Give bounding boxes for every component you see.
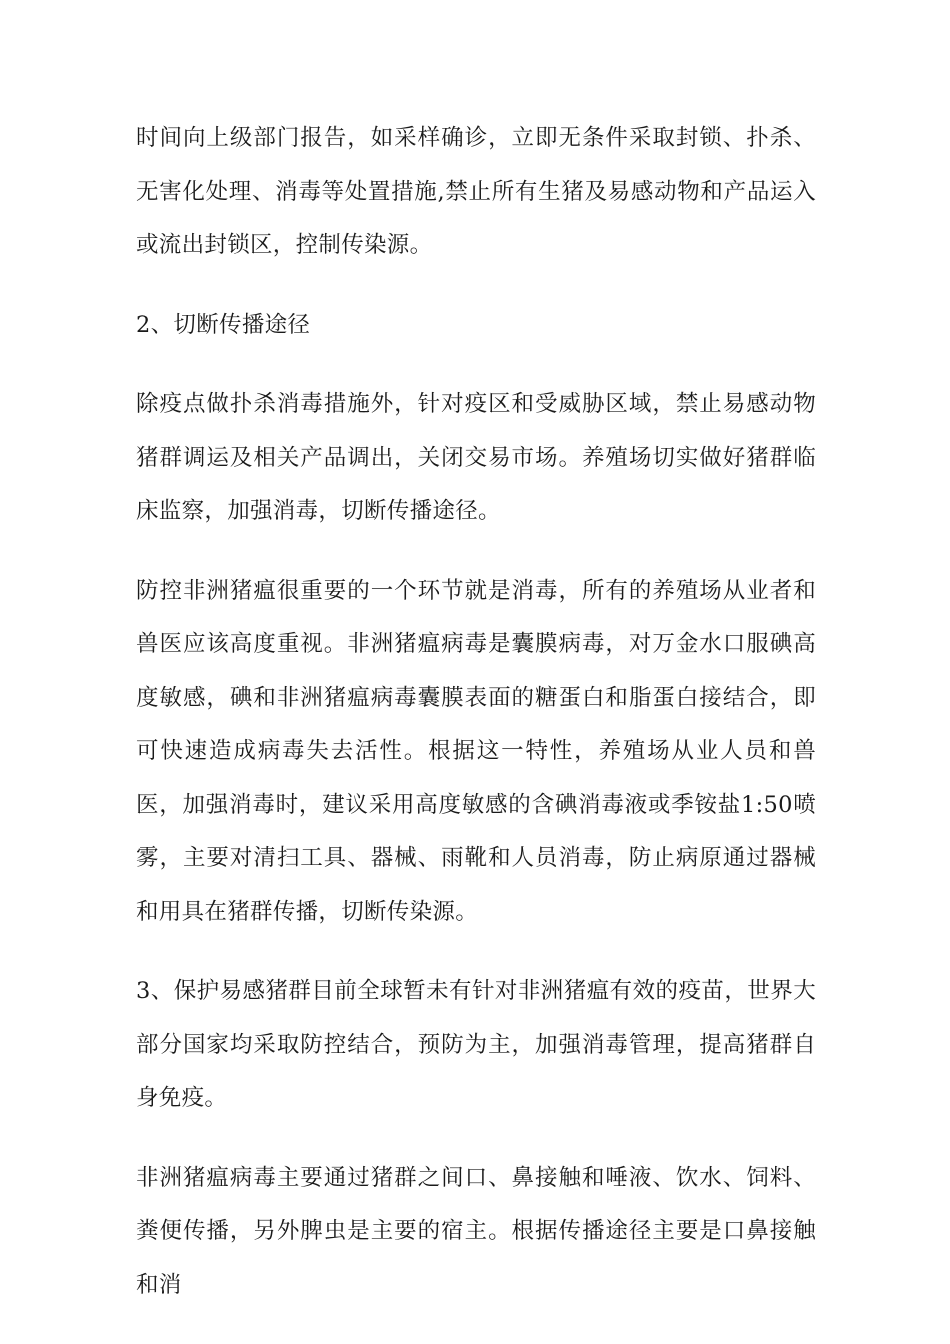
document-body [136, 112, 816, 1338]
section-heading-cut-transmission: 2、切断传播途径 [136, 311, 311, 338]
paragraph-transmission-routes: 非洲猪瘟病毒主要通过猪群之间口、鼻接触和唾液、饮水、饲料、粪便传播，另外脾虫是主要的宿主。根据传播途径主要是口鼻接触和消 [136, 1164, 816, 1298]
paragraph-cut-transmission: 除疫点做扑杀消毒措施外，针对疫区和受威胁区域，禁止易感动物猪群调运及相关产品调出，关闭交易市场。养殖场切实做好猪群临床监察，加强消毒，切断传播途径。 [136, 391, 816, 524]
paragraph-disinfection: 防控非洲猪瘟很重要的一个环节就是消毒，所有的养殖场从业者和兽医应该高度重视。非洲猪瘟病毒是囊膜病毒，对万金水口服碘高度敏感，碘和非洲猪瘟病毒囊膜表面的糖蛋白和脂蛋白接结合，即可快速造成病毒失去活性。根据这一特性，养殖场从业人员和兽医，加强消毒时，建议采用高度敏感的含碘消毒液或季铵盐1:50喷雾，主要对清扫工具、器械、雨靴和人员消毒，防止病原通过器械和用具在猪群传播，切断传染源。 [136, 577, 816, 925]
paragraph-report-and-quarantine: 时间向上级部门报告，如采样确诊，立即无条件采取封锁、扑杀、无害化处理、消毒等处置措施,禁止所有生猪及易感动物和产品运入或流出封锁区，控制传染源。 [136, 125, 816, 258]
paragraph-protect-susceptible-herds: 3、保护易感猪群目前全球暂未有针对非洲猪瘟有效的疫苗，世界大部分国家均采取防控结合，预防为主，加强消毒管理，提高猪群自身免疫。 [136, 978, 816, 1111]
